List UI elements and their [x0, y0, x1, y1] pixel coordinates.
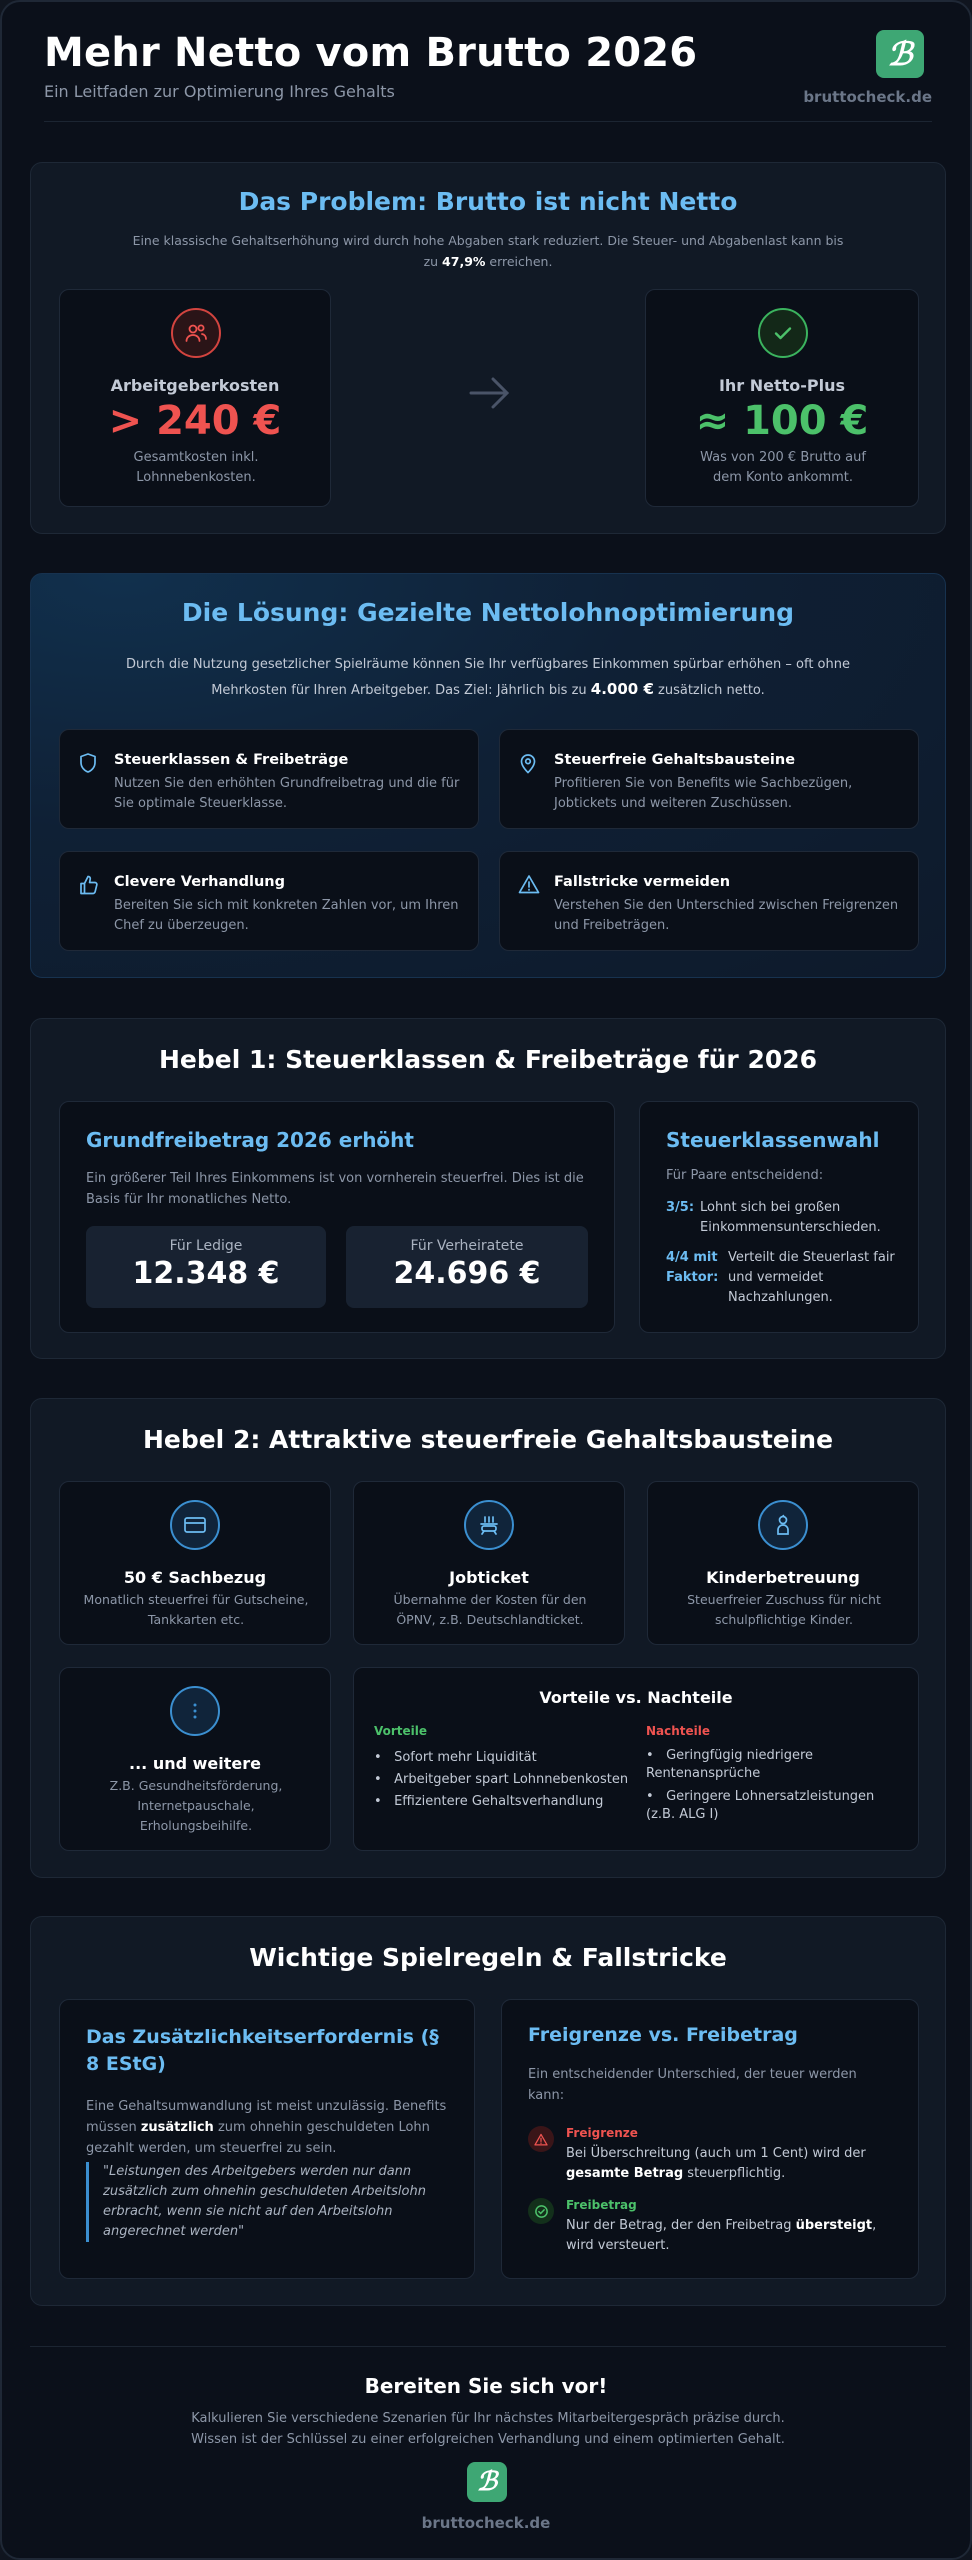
- solution-item-title: Steuerfreie Gehaltsbausteine: [554, 752, 796, 768]
- brand-domain[interactable]: bruttocheck.de: [803, 88, 932, 106]
- benefit-card-jobticket: [353, 1481, 625, 1645]
- pros-item: • Sofort mehr Liquidität: [374, 1750, 537, 1765]
- pros-item: • Effizientere Gehaltsverhandlung: [374, 1794, 604, 1809]
- benefit-card-childcare: [647, 1481, 919, 1645]
- cons-label: Nachteile: [646, 1724, 711, 1738]
- brand-logo[interactable]: ℬ: [876, 30, 924, 78]
- thumbs-up-icon: [78, 874, 100, 896]
- solution-text: Durch die Nutzung gesetzlicher Spielräume können Sie Ihr verfügbares Einkommen spürbar erhöhen – oft ohne Mehrkosten für Ihren Arbeitgeber. Das Ziel: Jährlich bis zu 4.000 € zusätzlich netto.: [126, 657, 850, 698]
- benefit-card-voucher: [59, 1481, 331, 1645]
- problem-section: [30, 162, 946, 534]
- single-allowance-box: [86, 1226, 326, 1308]
- tax-class-key: 4/4 mit Faktor:: [666, 1250, 719, 1285]
- tax-class-text: Lohnt sich bei großen Einkommensunterschieden.: [700, 1200, 881, 1235]
- problem-text: Eine klassische Gehaltserhöhung wird durch hohe Abgaben stark reduziert. Die Steuer- und Abgabenlast kann bis zu 47,9% erreichen.: [132, 233, 844, 269]
- tax-class-row: [666, 1198, 906, 1238]
- benefit-card-more: [59, 1667, 331, 1851]
- exemption-limit-card: [501, 1999, 919, 2279]
- employer-cost-value: > 240 €: [108, 398, 282, 444]
- solution-item-title: Clevere Verhandlung: [114, 874, 285, 890]
- rules-title: Wichtige Spielregeln & Fallstricke: [249, 1943, 727, 1972]
- pros-column: [374, 1724, 634, 1813]
- lever1-section: [30, 1018, 946, 1359]
- additionality-title: Das Zusätzlichkeitserfordernis (§ 8 EStG): [86, 2026, 439, 2075]
- solution-title: Die Lösung: Gezielte Nettolohnoptimierung: [181, 598, 795, 627]
- warning-icon: [518, 874, 540, 894]
- benefit-desc: Monatlich steuerfrei für Gutscheine, Tankkarten etc.: [83, 1592, 309, 1627]
- employer-cost-desc: Gesamtkosten inkl. Lohnnebenkosten.: [133, 450, 259, 485]
- benefit-desc: Z.B. Gesundheitsförderung, Internetpauschale, Erholungsbeihilfe.: [109, 1778, 283, 1833]
- tax-class-key: 3/5:: [666, 1200, 695, 1215]
- solution-item-title: Steuerklassen & Freibeträge: [114, 752, 349, 768]
- benefit-desc: Übernahme der Kosten für den ÖPNV, z.B. Deutschlandticket.: [393, 1592, 587, 1627]
- users-icon: [171, 308, 221, 358]
- cons-item: • Geringere Lohnersatzleistungen (z.B. ALG I): [646, 1789, 875, 1822]
- married-allowance-value: 24.696 €: [393, 1256, 541, 1291]
- problem-title: Das Problem: Brutto ist nicht Netto: [238, 187, 738, 216]
- solution-item-desc: Bereiten Sie sich mit konkreten Zahlen vor, um Ihren Chef zu überzeugen.: [114, 898, 459, 933]
- solution-item-desc: Nutzen Sie den erhöhten Grundfreibetrag und die für Sie optimale Steuerklasse.: [114, 776, 460, 811]
- pros-label: Vorteile: [374, 1724, 428, 1738]
- solution-item-tax-classes: [59, 729, 479, 829]
- net-plus-card: [645, 289, 919, 507]
- basic-allowance-card: [59, 1101, 615, 1333]
- rules-section: [30, 1916, 946, 2306]
- benefit-title: ... und weitere: [129, 1754, 261, 1773]
- benefit-title: Kinderbetreuung: [706, 1568, 860, 1587]
- married-allowance-label: Für Verheiratete: [410, 1238, 524, 1254]
- benefit-desc: Steuerfreier Zuschuss für nicht schulpflichtige Kinder.: [687, 1592, 881, 1627]
- cons-item: • Geringfügig niedrigere Rentenansprüche: [646, 1748, 814, 1781]
- additionality-card: [59, 1999, 475, 2279]
- basic-allowance-title: Grundfreibetrag 2026 erhöht: [86, 1128, 414, 1152]
- page-title: Mehr Netto vom Brutto 2026: [44, 30, 698, 76]
- warning-icon: [528, 2126, 554, 2152]
- freigrenze-text: Bei Überschreitung (auch um 1 Cent) wird der gesamte Betrag steuerpflichtig.: [566, 2146, 866, 2181]
- check-icon: [758, 308, 808, 358]
- net-plus-desc: Was von 200 € Brutto auf dem Konto ankommt.: [700, 450, 866, 485]
- footer-title: Bereiten Sie sich vor!: [364, 2374, 608, 2398]
- solution-section: [30, 573, 946, 978]
- freibetrag-text: Nur der Betrag, der den Freibetrag übersteigt, wird versteuert.: [566, 2218, 877, 2253]
- train-icon: [464, 1500, 514, 1550]
- footer-domain[interactable]: bruttocheck.de: [421, 2514, 551, 2532]
- footer-logo[interactable]: ℬ: [467, 2462, 507, 2502]
- solution-item-negotiation: [59, 851, 479, 951]
- cons-column: [646, 1724, 906, 1824]
- tax-class-row: [666, 1248, 906, 1308]
- lever2-title: Hebel 2: Attraktive steuerfreie Gehaltsbausteine: [142, 1425, 834, 1454]
- benefit-title: 50 € Sachbezug: [123, 1568, 267, 1587]
- exemption-limit-title: Freigrenze vs. Freibetrag: [528, 2024, 798, 2046]
- employer-cost-card: [59, 289, 331, 507]
- pros-item: • Arbeitgeber spart Lohnnebenkosten: [374, 1772, 629, 1787]
- employer-cost-label: Arbeitgeberkosten: [110, 376, 280, 395]
- freigrenze-label: Freigrenze: [566, 2126, 638, 2140]
- page-subtitle: Ein Leitfaden zur Optimierung Ihres Gehalts: [44, 82, 395, 101]
- single-allowance-value: 12.348 €: [132, 1256, 280, 1291]
- additionality-text: Eine Gehaltsumwandlung ist meist unzulässig. Benefits müssen zusätzlich zum ohnehin geschuldeten Lohn gezahlt werden, um steuerfrei zu sein.: [86, 2099, 447, 2156]
- basic-allowance-desc: Ein größerer Teil Ihres Einkommens ist von vornherein steuerfrei. Dies ist die Basis für Ihr monatliches Netto.: [86, 1171, 584, 1207]
- tax-class-title: Steuerklassenwahl: [666, 1128, 880, 1152]
- net-plus-value: ≈ 100 €: [695, 398, 869, 444]
- baby-icon: [758, 1500, 808, 1550]
- legal-quote: "Leistungen des Arbeitgebers werden nur dann zusätzlich zum ohnehin geschuldeten Arbeitslohn erbracht, wenn sie nicht auf den Arbeitslohn angerechnet werden": [86, 2162, 446, 2242]
- page-header: [44, 30, 932, 122]
- benefit-title: Jobticket: [449, 1568, 529, 1587]
- shield-icon: [78, 752, 98, 774]
- lever1-title: Hebel 1: Steuerklassen & Freibeträge für 2026: [158, 1045, 818, 1074]
- solution-item-title: Fallstricke vermeiden: [554, 874, 731, 890]
- more-icon: [170, 1686, 220, 1736]
- arrow-right-icon: [467, 373, 513, 413]
- exemption-limit-intro: Ein entscheidender Unterschied, der teuer werden kann:: [528, 2067, 857, 2103]
- pros-cons-title: Vorteile vs. Nachteile: [539, 1688, 733, 1707]
- lever2-section: [30, 1398, 946, 1878]
- footer-divider: [30, 2346, 946, 2347]
- solution-item-desc: Verstehen Sie den Unterschied zwischen Freigrenzen und Freibeträgen.: [554, 898, 899, 933]
- card-icon: [170, 1500, 220, 1550]
- tax-class-text: Verteilt die Steuerlast fair und vermeidet Nachzahlungen.: [728, 1250, 895, 1305]
- solution-item-desc: Profitieren Sie von Benefits wie Sachbezügen, Jobtickets und weiteren Zuschüssen.: [554, 776, 853, 811]
- tax-class-card: [639, 1101, 919, 1333]
- freibetrag-label: Freibetrag: [566, 2198, 637, 2212]
- married-allowance-box: [346, 1226, 588, 1308]
- location-pin-icon: [518, 752, 538, 774]
- solution-item-pitfalls: [499, 851, 919, 951]
- tax-class-intro: Für Paare entscheidend:: [666, 1168, 824, 1183]
- check-circle-icon: [528, 2198, 554, 2224]
- footer-text: Kalkulieren Sie verschiedene Szenarien für Ihr nächstes Mitarbeitergespräch präzise durch. Wissen ist der Schlüssel zu einer erfolgreichen Verhandlung und einem optimierten Gehalt.: [191, 2411, 785, 2447]
- solution-item-benefits: [499, 729, 919, 829]
- net-plus-label: Ihr Netto-Plus: [718, 376, 846, 395]
- single-allowance-label: Für Ledige: [169, 1238, 243, 1254]
- pros-cons-card: [353, 1667, 919, 1851]
